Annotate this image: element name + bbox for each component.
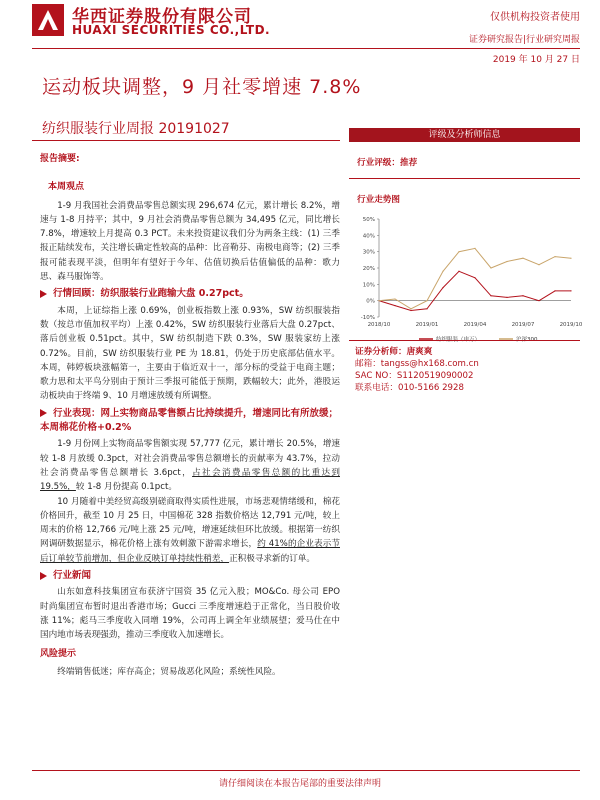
sidebar-title: 评级及分析师信息 xyxy=(349,128,580,142)
x-tick-label: 2019/07 xyxy=(511,322,535,328)
y-tick-label: 10% xyxy=(362,282,375,289)
data-point xyxy=(410,308,411,309)
y-tick-label: 0% xyxy=(366,298,375,305)
industry-trend-chart xyxy=(349,205,583,355)
y-tick-label: 40% xyxy=(362,233,375,240)
data-point xyxy=(490,267,491,268)
main-content xyxy=(40,152,340,679)
triangle-bullet-icon xyxy=(40,572,47,580)
x-tick-label: 2019/10 xyxy=(559,322,583,328)
y-tick-label: 50% xyxy=(362,217,375,223)
triangle-bullet-icon xyxy=(40,409,47,417)
sac-label: SAC NO： xyxy=(355,371,397,381)
report-date: 2019 年 10 月 27 日 xyxy=(492,55,580,65)
rating-sidebar xyxy=(349,128,583,359)
huaxi-logo-icon xyxy=(32,4,64,36)
analyst-phone: 010-5166 2928 xyxy=(397,383,464,393)
report-subtitle: 纺织服装行业周报 20191027 xyxy=(42,121,230,137)
series-line-0 xyxy=(379,271,571,310)
analyst-phone-row xyxy=(355,382,479,394)
data-point xyxy=(554,256,555,257)
data-point xyxy=(538,300,539,301)
industry-news-paragraph: 山东如意科技集团宣布获济宁国资 35 亿元入股；MO&Co. 母公司 EPO 时尚集团宣布暂时退出香港市场；Gucci 三季度增速趋于正常化，当日股价收涨 11%；彪马三季度收入同增 19%，公司再上调全年业绩展望；爱马仕在中国内地市场表现强劲，推动三季度收入加速增长。 xyxy=(40,587,340,641)
analyst-email[interactable]: tangss@hx168.com.cn xyxy=(380,359,479,369)
industry-rating xyxy=(357,156,580,168)
company-name-en: HUAXI SECURITIES CO.,LTD. xyxy=(72,23,271,37)
industry-performance-paragraph-1 xyxy=(40,437,340,494)
analyst-sac-row xyxy=(355,370,479,382)
data-point xyxy=(474,277,475,278)
subtitle-divider xyxy=(32,140,340,141)
analyst-name: 唐爽爽 xyxy=(406,347,433,357)
bullet-industry-performance xyxy=(40,407,340,436)
summary-label: 报告摘要: xyxy=(40,154,80,164)
footer-divider xyxy=(32,770,580,771)
section-risk: 风险提示 xyxy=(40,648,77,659)
underlined-segment: 占社会消费品零售总额的比重达到 19.5%， xyxy=(40,467,340,493)
audience-note: 仅供机构投资者使用 xyxy=(490,12,580,23)
data-point xyxy=(458,251,459,252)
text-segment: 1-9 月份网上实物商品零售额实现 57,777 亿元，累计增长 20.5%，增速较 1-8 月放缓 0.3pct，对社会消费品零售总额增长的贡献率为 43.7%，拉动社会消费品零售总额增长 3.6pct， xyxy=(40,439,340,478)
rating-label: 行业评级： xyxy=(357,158,400,168)
data-point xyxy=(474,248,475,249)
data-point xyxy=(554,290,555,291)
data-point xyxy=(442,287,443,288)
data-point xyxy=(506,297,507,298)
report-header xyxy=(32,2,580,46)
y-tick-label: -10% xyxy=(360,315,375,321)
data-point xyxy=(522,258,523,259)
industry-performance-paragraph-2 xyxy=(40,495,340,566)
x-tick-label: 2019/01 xyxy=(415,322,439,328)
analyst-email-row xyxy=(355,358,479,370)
text-segment: 正积极寻求新的订单。 xyxy=(229,553,316,564)
report-type: 证券研究报告|行业研究周报 xyxy=(468,35,580,45)
data-point xyxy=(394,305,395,306)
x-tick-label: 2019/04 xyxy=(463,322,487,328)
footer-disclaimer: 请仔细阅读在本报告尾部的重要法律声明 xyxy=(218,779,381,789)
text-segment: 较 1-8 月份提高 0.1pct。 xyxy=(75,482,177,493)
y-tick-label: 30% xyxy=(362,249,375,256)
x-tick-label: 2018/10 xyxy=(367,322,391,328)
analyst-info xyxy=(355,346,479,394)
data-point xyxy=(570,290,571,291)
data-point xyxy=(538,264,539,265)
analyst-sac: S1120519090002 xyxy=(396,371,474,381)
text-segment: 10 月随着中美经贸高级别磋商取得实质性进展，市场悲观情绪缓和，棉花价格回升，截至 10 月 25 日，中国棉花 328 指数价格达 12,791 元/吨，较上周末的价格 12,766 元/吨上涨 25 元/吨，增速延续但环比放缓。根据第一纺织网调研数据显示，棉花价格上涨有效刺激下游需求增长， xyxy=(40,496,340,550)
company-name-cn: 华西证券股份有限公司 xyxy=(72,7,252,27)
report-title: 运动板块调整，9 月社零增速 7.8% xyxy=(42,76,362,98)
series-line-1 xyxy=(379,248,571,308)
data-point xyxy=(490,295,491,296)
header-divider xyxy=(32,48,580,49)
bullet-industry-news xyxy=(40,569,340,583)
industry-news-heading: 行业新闻 xyxy=(53,570,92,582)
analyst-role xyxy=(355,346,479,358)
rating-value: 推荐 xyxy=(399,158,418,168)
data-point xyxy=(442,271,443,272)
data-point xyxy=(378,300,379,301)
legend-label: 纺织服装（申万） xyxy=(436,337,481,343)
data-point xyxy=(426,308,427,309)
y-tick-label: 20% xyxy=(362,266,375,272)
data-point xyxy=(410,310,411,311)
trend-chart-label: 行业走势图 xyxy=(357,195,400,205)
data-point xyxy=(426,300,427,301)
data-point xyxy=(522,295,523,296)
market-review-paragraph: 本周，上证综指上涨 0.69%，创业板指数上涨 0.93%，SW 纺织服装指数（按总市值加权平均）上涨 0.42%，SW 纺织服装行业落后大盘 0.27pct、落后创业板 0.51pct。其中，SW 纺织制造下跌 0.3%，SW 服装家纺上涨 0.72%。目前，SW 纺织服装行业 PE 为 18.81，仍处于历史底部估值水平。本周，韩婷板块涨幅第一，主要由于临近双十一，部分标的受益于电商主题；歌力思和太平鸟分别由于预计三季报可能低于预期，跌幅较大；此外，港股运动板块由于终端 9、10 月增速放缓有所调整。 xyxy=(40,305,340,402)
data-point xyxy=(570,258,571,259)
phone-label: 联系电话： xyxy=(355,383,398,393)
industry-performance-heading: 行业表现：网上实物商品零售额占比持续提升，增速同比有所放缓；本周棉花价格+0.2% xyxy=(40,407,339,434)
underlined-segment: 约 41%的企业表示节后订单较节前增加，但企业反映订单持续性稍差， xyxy=(40,539,340,564)
email-label: 邮箱： xyxy=(355,359,381,369)
legend-label: 沪深300 xyxy=(516,337,538,343)
triangle-bullet-icon xyxy=(40,290,47,298)
market-review-heading: 行情回顾：纺织服装行业跑输大盘 0.27pct。 xyxy=(53,288,249,300)
analyst-divider xyxy=(349,340,580,341)
weekly-view-paragraph: 1-9 月我国社会消费品零售总额实现 296,674 亿元，累计增长 8.2%，增速与 1-8 月持平；其中，9 月社会消费品零售总额为 34,495 亿元，同比增长 7.8%，增速较上月提高 0.3 PCT。未来投资建议我们分为两条主线：(1) 三季报正陆续发布，关注增长确定性较高的品种：比音勒芬、南极电商等；(2) 三季报可能表现平淡，但明年有望好于今年、估值切换后估值偏低的品种：歌力思、森马服饰等。 xyxy=(40,200,340,283)
analyst-role-label: 证券分析师： xyxy=(355,347,407,357)
risk-paragraph: 终端销售低迷；库存高企；贸易战恶化风险；系统性风险。 xyxy=(57,666,281,677)
data-point xyxy=(394,298,395,299)
data-point xyxy=(458,271,459,272)
bullet-market-review xyxy=(40,287,340,301)
data-point xyxy=(506,261,507,262)
section-weekly-view: 本周观点 xyxy=(48,182,85,193)
